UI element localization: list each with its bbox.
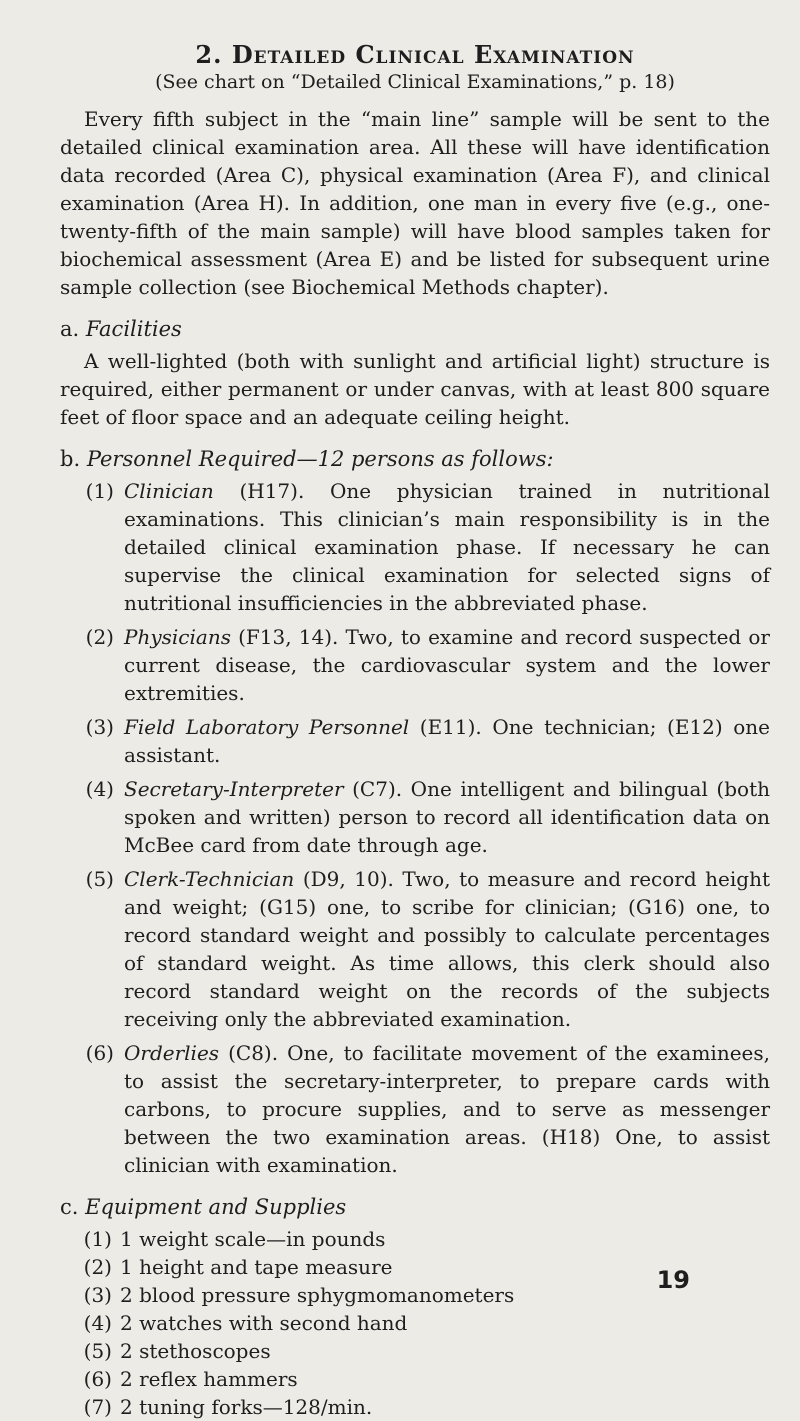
personnel-list	[60, 477, 770, 1179]
facilities-heading-text: Facilities	[85, 317, 182, 341]
equipment-item	[60, 1337, 770, 1365]
equipment-heading-text: Equipment and Supplies	[85, 1195, 347, 1219]
personnel-description: (F13, 14). Two, to examine and record suspected or current disease, the cardiovascular system and the lower extremities.	[124, 625, 770, 705]
equipment-text: 2 stethoscopes	[120, 1339, 271, 1363]
personnel-description: (E11). One technician; (E12) one assistant.	[124, 715, 771, 767]
personnel-role: Clerk-Technician	[124, 867, 295, 891]
item-number: (7)	[83, 1395, 112, 1419]
equipment-text: 1 weight scale—in pounds	[120, 1227, 386, 1251]
item-number: (6)	[83, 1367, 112, 1391]
equipment-text: 2 blood pressure sphygmomanometers	[120, 1283, 515, 1307]
personnel-role: Clinician	[124, 479, 214, 503]
facilities-paragraph: A well-lighted (both with sunlight and artificial light) structure is required, either permanent or under canvas, with at least 800 square feet of floor space and an adequate ceiling height.	[60, 349, 770, 429]
equipment-text: 2 tuning forks—128/min.	[120, 1395, 373, 1419]
intro-paragraph: Every fifth subject in the “main line” sample will be sent to the detailed clinical examination area. All these will have identification data recorded (Area C), physical examination (Area F), and clinical examination (Area H). In addition, one man in every five (e.g., one-twenty-fifth of the main sample) will have blood samples taken for biochemical assessment (Area E) and be listed for subsequent urine sample collection (see Biochemical Methods chapter).	[60, 107, 770, 299]
item-number: (1)	[83, 1227, 112, 1251]
equipment-heading	[60, 1193, 770, 1221]
personnel-role: Physicians	[124, 625, 231, 649]
equipment-letter: c.	[60, 1195, 79, 1219]
personnel-role: Field Laboratory Personnel	[124, 715, 410, 739]
page-number: 19	[656, 1266, 690, 1294]
equipment-item	[60, 1393, 770, 1421]
item-number: (1)	[85, 479, 114, 503]
personnel-item	[60, 865, 770, 1033]
equipment-text: 1 height and tape measure	[120, 1255, 393, 1279]
section-title: 2. Detailed Clinical Examination	[195, 40, 635, 69]
personnel-item	[60, 477, 770, 617]
equipment-item	[60, 1365, 770, 1393]
item-number: (3)	[83, 1283, 112, 1307]
item-number: (5)	[85, 867, 114, 891]
facilities-letter: a.	[60, 317, 80, 341]
equipment-item	[60, 1225, 770, 1253]
equipment-list	[60, 1225, 770, 1421]
personnel-heading-text: Personnel Required—12 persons as follows:	[86, 447, 554, 471]
item-number: (6)	[85, 1041, 114, 1065]
personnel-description: (C8). One, to facilitate movement of the examinees, to assist the secretary-interpreter, to prepare cards with carbons, to procure supplies, and to serve as messenger between the two examination areas. (H18) One, to assist clinician with examination.	[124, 1041, 770, 1177]
item-number: (5)	[83, 1339, 112, 1363]
item-number: (4)	[85, 777, 114, 801]
section-subtitle: (See chart on “Detailed Clinical Examinations,” p. 18)	[155, 71, 675, 93]
equipment-text: 2 reflex hammers	[120, 1367, 298, 1391]
item-number: (2)	[83, 1255, 112, 1279]
equipment-item	[60, 1309, 770, 1337]
personnel-heading	[60, 445, 770, 473]
personnel-description: (H17). One physician trained in nutritional examinations. This clinician’s main responsibility is in the detailed clinical examination phase. If necessary he can supervise the clinical examination for selected signs of nutritional insufficiencies in the abbreviated phase.	[124, 479, 770, 615]
personnel-item	[60, 775, 770, 859]
personnel-description: (C7). One intelligent and bilingual (both spoken and written) person to record all identification data on McBee card from date through age.	[124, 777, 770, 857]
facilities-heading	[60, 315, 770, 343]
equipment-text: 2 watches with second hand	[120, 1311, 408, 1335]
item-number: (4)	[83, 1311, 112, 1335]
personnel-role: Orderlies	[124, 1041, 220, 1065]
personnel-role: Secretary-Interpreter	[124, 777, 344, 801]
item-number: (2)	[85, 625, 114, 649]
personnel-item	[60, 713, 770, 769]
personnel-letter: b.	[60, 447, 81, 471]
personnel-item	[60, 623, 770, 707]
personnel-item	[60, 1039, 770, 1179]
item-number: (3)	[85, 715, 114, 739]
personnel-description: (D9, 10). Two, to measure and record height and weight; (G15) one, to scribe for clinician; (G16) one, to record standard weight and possibly to calculate percentages of standard weight. As time allows, this clerk should also record standard weight on the records of the subjects receiving only the abbreviated examination.	[124, 867, 770, 1031]
